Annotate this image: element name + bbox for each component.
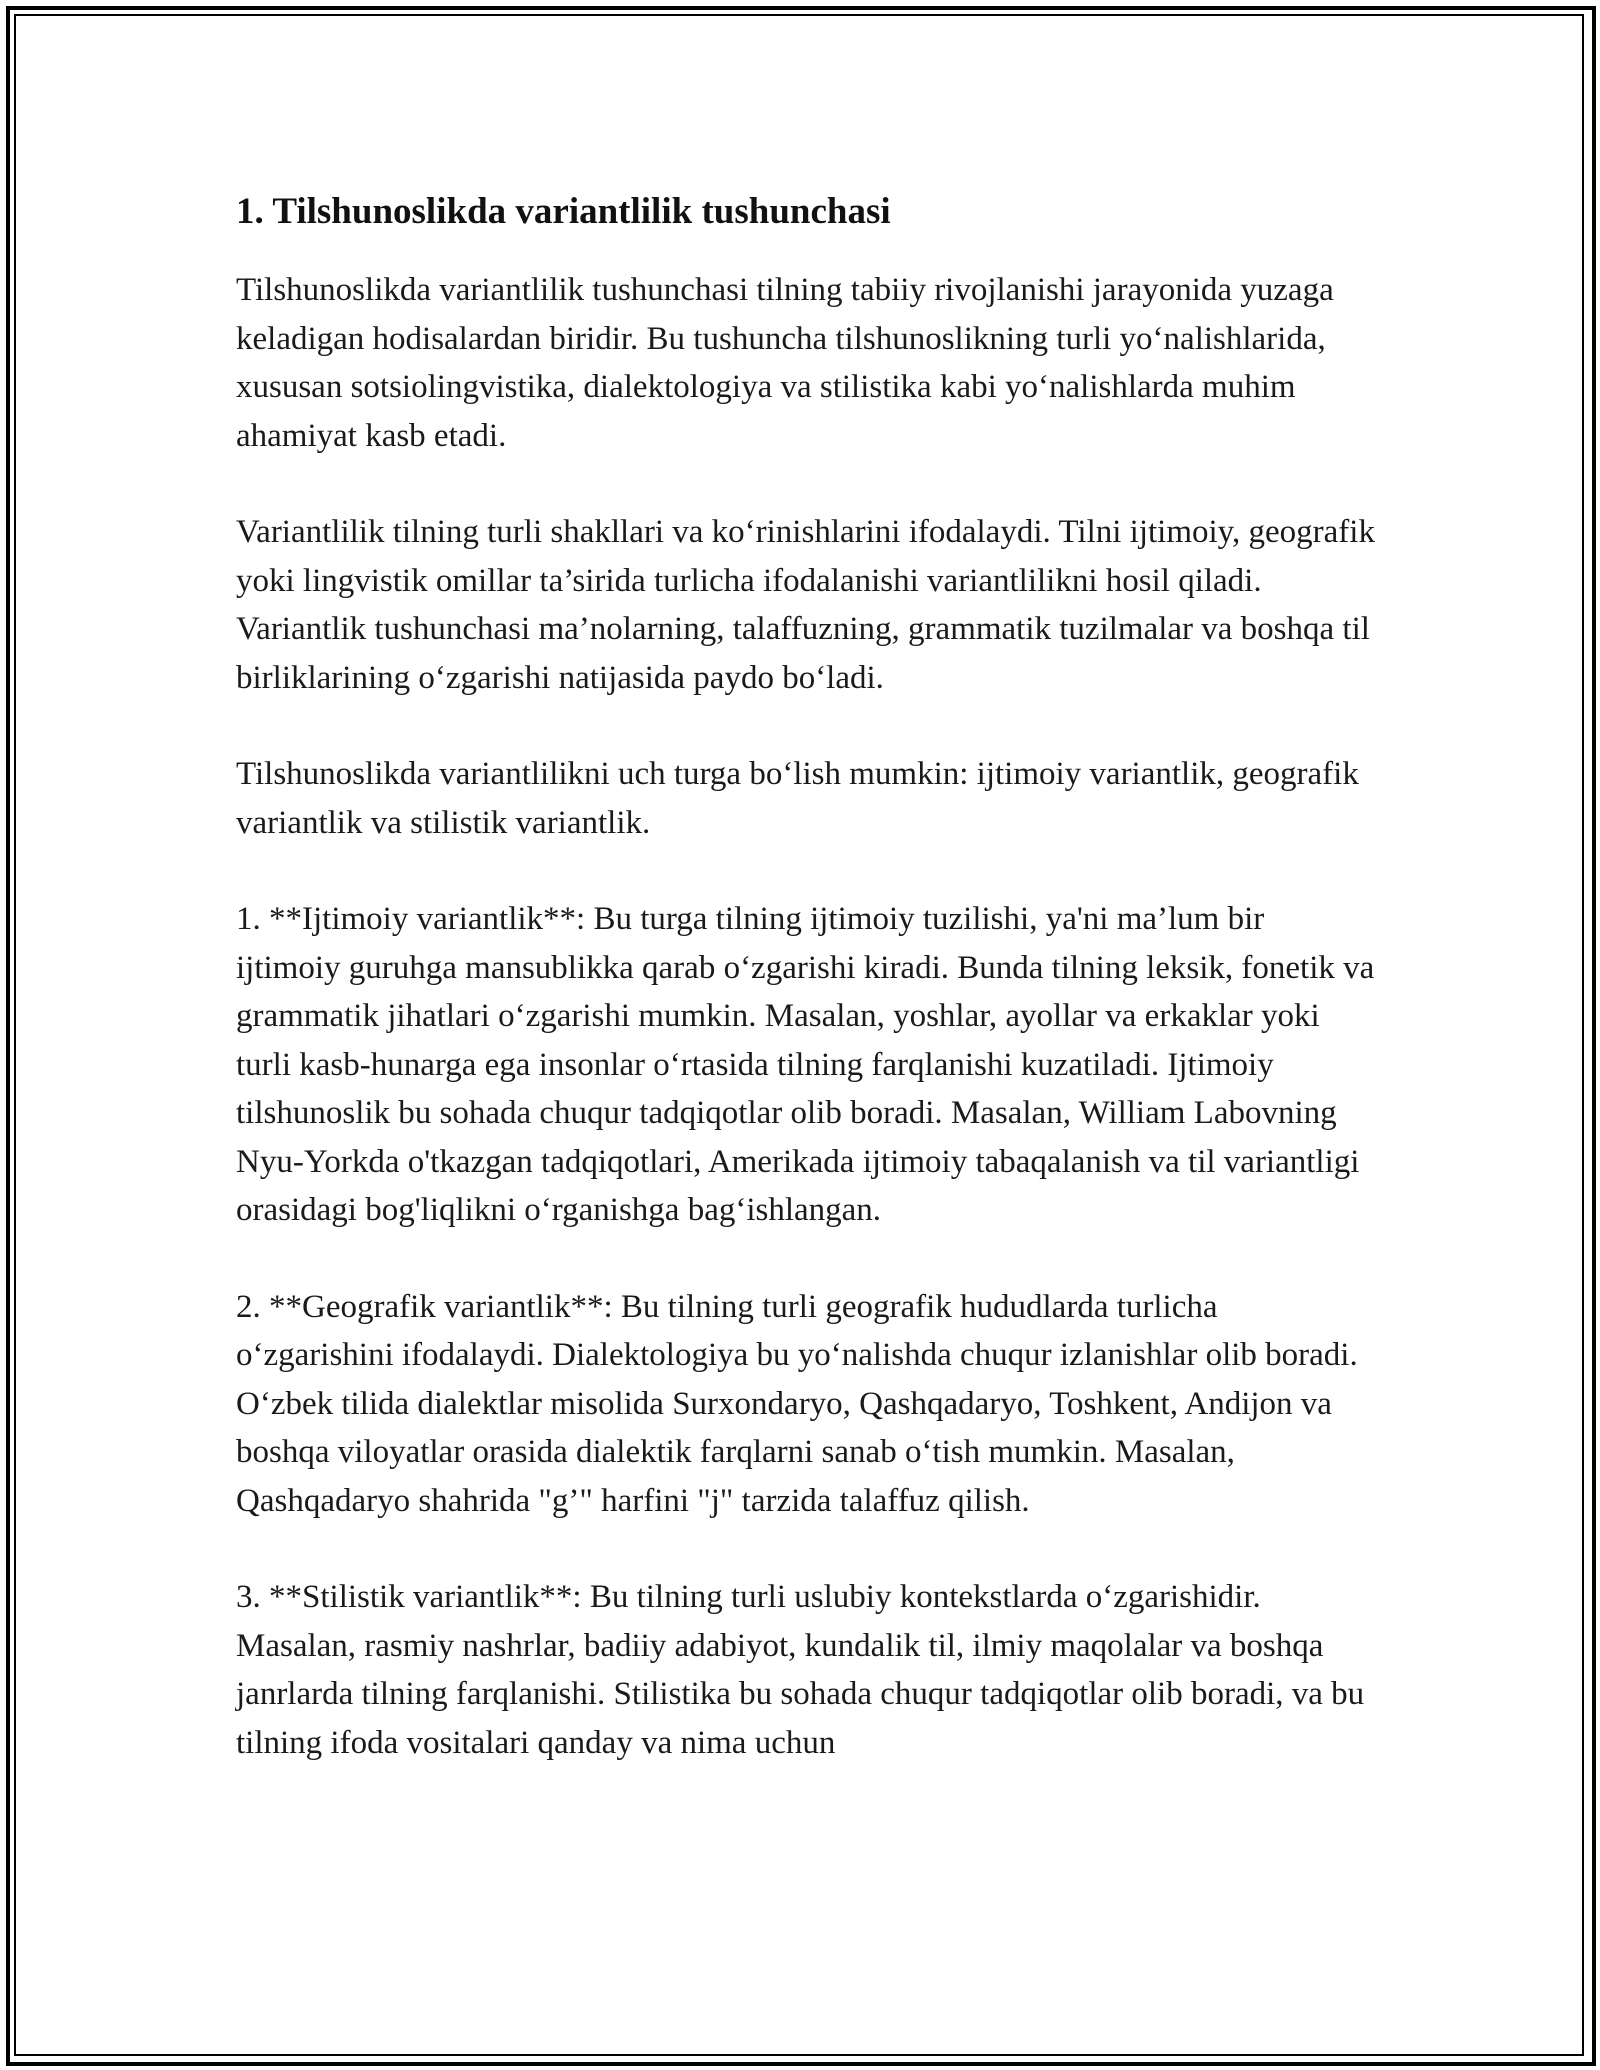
paragraph-social-variation: 1. **Ijtimoiy variantlik**: Bu turga tilning ijtimoiy tuzilishi, ya'ni ma’lum bir ijtimoiy guruhga mansublikka qarab o‘zgarishi kiradi. Bunda tilning leksik, fonetik va grammatik jihatlari o‘zgarishi mumkin. Masalan, yoshlar, ayollar va erkaklar yoki turli kasb-hunarga ega insonlar o‘rtasida tilning farqlanishi kuzatiladi. Ijtimoiy tilshunoslik bu sohada chuqur tadqiqotlar olib boradi. Masalan, William Labovning Nyu-Yorkda o'tkazgan tadqiqotlari, Amerikada ijtimoiy tabaqalanish va til variantligi orasidagi bog'liqlikni o‘rganishga bag‘ishlangan. <box>236 901 1375 1228</box>
paragraph-definition: Variantlilik tilning turli shakllari va ko‘rinishlarini ifodalaydi. Tilni ijtimoiy, geografik yoki lingvistik omillar ta’sirida turlicha ifodalanishi variantlilikni hosil qiladi. Variantlik tushunchasi ma’nolarning, talaffuzning, grammatik tuzilmalar va boshqa til birliklarining o‘zgarishi natijasida paydo bo‘ladi. <box>236 514 1375 696</box>
section-heading: 1. Tilshunoslikda variantlilik tushunchasi <box>236 191 891 232</box>
paragraph-intro: Tilshunoslikda variantlilik tushunchasi tilning tabiiy rivojlanishi jarayonida yuzaga keladigan hodisalardan biridir. Bu tushuncha tilshunoslikning turli yo‘nalishlarida, xususan sotsiolingvistika, dialektologiya va stilistika kabi yo‘nalishlarda muhim ahamiyat kasb etadi. <box>236 272 1334 454</box>
paragraph-geographic-variation: 2. **Geografik variantlik**: Bu tilning turli geografik hududlarda turlicha o‘zgarishini ifodalaydi. Dialektologiya bu yo‘nalishda chuqur izlanishlar olib boradi. O‘zbek tilida dialektlar misolida Surxondaryo, Qashqadaryo, Toshkent, Andijon va boshqa viloyatlar orasida dialektik farqlarni sanab o‘tish mumkin. Masalan, Qashqadaryo shahrida "g’" harfini "j" tarzida talaffuz qilish. <box>236 1288 1358 1519</box>
paragraph-types: Tilshunoslikda variantlilikni uch turga bo‘lish mumkin: ijtimoiy variantlik, geografik variantlik va stilistik variantlik. <box>236 756 1359 841</box>
document-body <box>236 186 1376 1767</box>
paragraph-stylistic-variation: 3. **Stilistik variantlik**: Bu tilning turli uslubiy kontekstlarda o‘zgarishidir. Masalan, rasmiy nashrlar, badiiy adabiyot, kundalik til, ilmiy maqolalar va boshqa janrlarda tilning farqlanishi. Stilistika bu sohada chuqur tadqiqotlar olib boradi, va bu tilning ifoda vositalari qanday va nima uchun <box>236 1579 1365 1761</box>
